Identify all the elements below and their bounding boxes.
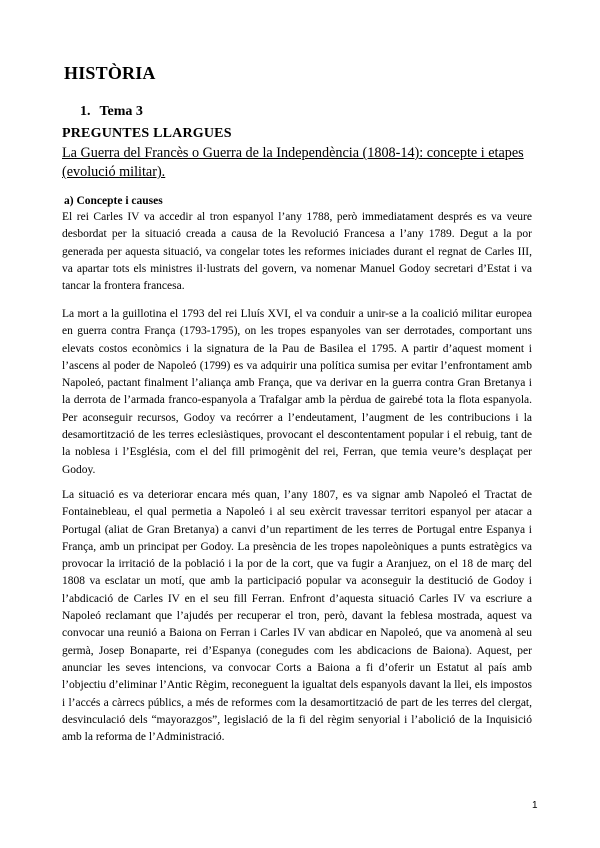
- paragraph-2: La mort a la guillotina el 1793 del rei Lluís XVI, el va conduir a unir-se a la coalició militar europea en guerra contra França (1793-1795), on les tropes espanyoles van ser derrotades, comportant uns elevats costos econòmics i la signatura de la Pau de Basilea el 1795. A partir d’aquest moment i l’ascens al poder de Napoleó (1799) es va adquirir una política sumisa per evitar l’enfrontament amb Napoleó, pactant finalment l’aliança amb França, que va derivar en la guerra contra Gran Bretanya i la derrota de l’armada franco-espanyola a Trafalgar amb la pèrdua de gairebé tota la flota espanyola. Per aconseguir recursos, Godoy va recórrer a l’endeutament, l’augment de les contribucions i la desamortització de les terres eclesiàstiques, provocant el descontentament popular i el rebuig, tant de la noblesa i l’Església, com el del fill primogènit del rei, Ferran, que temia veure’s desplaçat per Godoy.: [62, 308, 532, 476]
- topic-number: 1.: [80, 104, 91, 119]
- paragraph-1: El rei Carles IV va accedir al tron espanyol l’any 1788, però immediatament després es va veure desbordat per la situació creada a causa de la Revolució Francesa a l’any 1789. Degut a la por generada per aquesta situació, va congelar totes les reformes iniciades durant el regnat de Carles III, va apartar tots els ministres il·lustrats del govern, va nomenar Manuel Godoy secretari d’Estat i va tancar la frontera francesa.: [62, 211, 532, 293]
- section-heading: PREGUNTES LLARGUES: [62, 126, 232, 141]
- paragraph-3: La situació es va deteriorar encara més quan, l’any 1807, es va signar amb Napoleó el Tractat de Fontainebleau, el qual permetia a Napoleó i al seu exèrcit travessar territori espanyol per atacar a Portugal (aliat de Gran Bretanya) a canvi d’un repartiment de les terres de Portugal entre Espanya i França, amb un principat per Godoy. La presència de les tropes napoleòniques a punts estratègics va provocar la irritació de la població i la por de la cort, que va fugir a Aranjuez, on el 18 de març del 1808 va esclatar un motí, que amb la participació popular va aconseguir la destitució de Godoy i l’abdicació de Carles IV en el seu fill Ferran. Enfront d’aquesta situació Carles IV va escriure a Napoleó reclamant que l’ajudés per recuperar el tron, però, davant la feblesa mostrada, aquest va convocar una reunió a Baiona on Ferran i Carles IV van abdicar en Napoleó, que va anomenà al seu germà, Josep Bonaparte, rei d’Espanya (conegudes com les abdicacions de Baiona). Aquest, per anunciar les seves intencions, va convocar Corts a Baiona a fi d’oferir un Estatut al país amb l’objectiu d’eliminar l’Antic Règim, reconeguent la igualtat dels espanyols davant la llei, els impostos i l’accés a càrrecs públics, a més de reformes com la desamortització de part de les terres del clergat, desvinculació dels “mayorazgos”, legislació de la fi del règim senyorial i l’abolició de la Inquisició amb la reforma de l’Administració.: [62, 489, 532, 744]
- page-number: 1: [532, 800, 538, 811]
- question-title: La Guerra del Francès o Guerra de la Independència (1808-14): concepte i etapes (evolució militar).: [62, 145, 524, 180]
- document-title: HISTÒRIA: [64, 63, 156, 83]
- topic-label: Tema 3: [99, 104, 143, 119]
- topic-heading: [80, 104, 143, 120]
- subsection-heading: a) Concepte i causes: [64, 195, 163, 207]
